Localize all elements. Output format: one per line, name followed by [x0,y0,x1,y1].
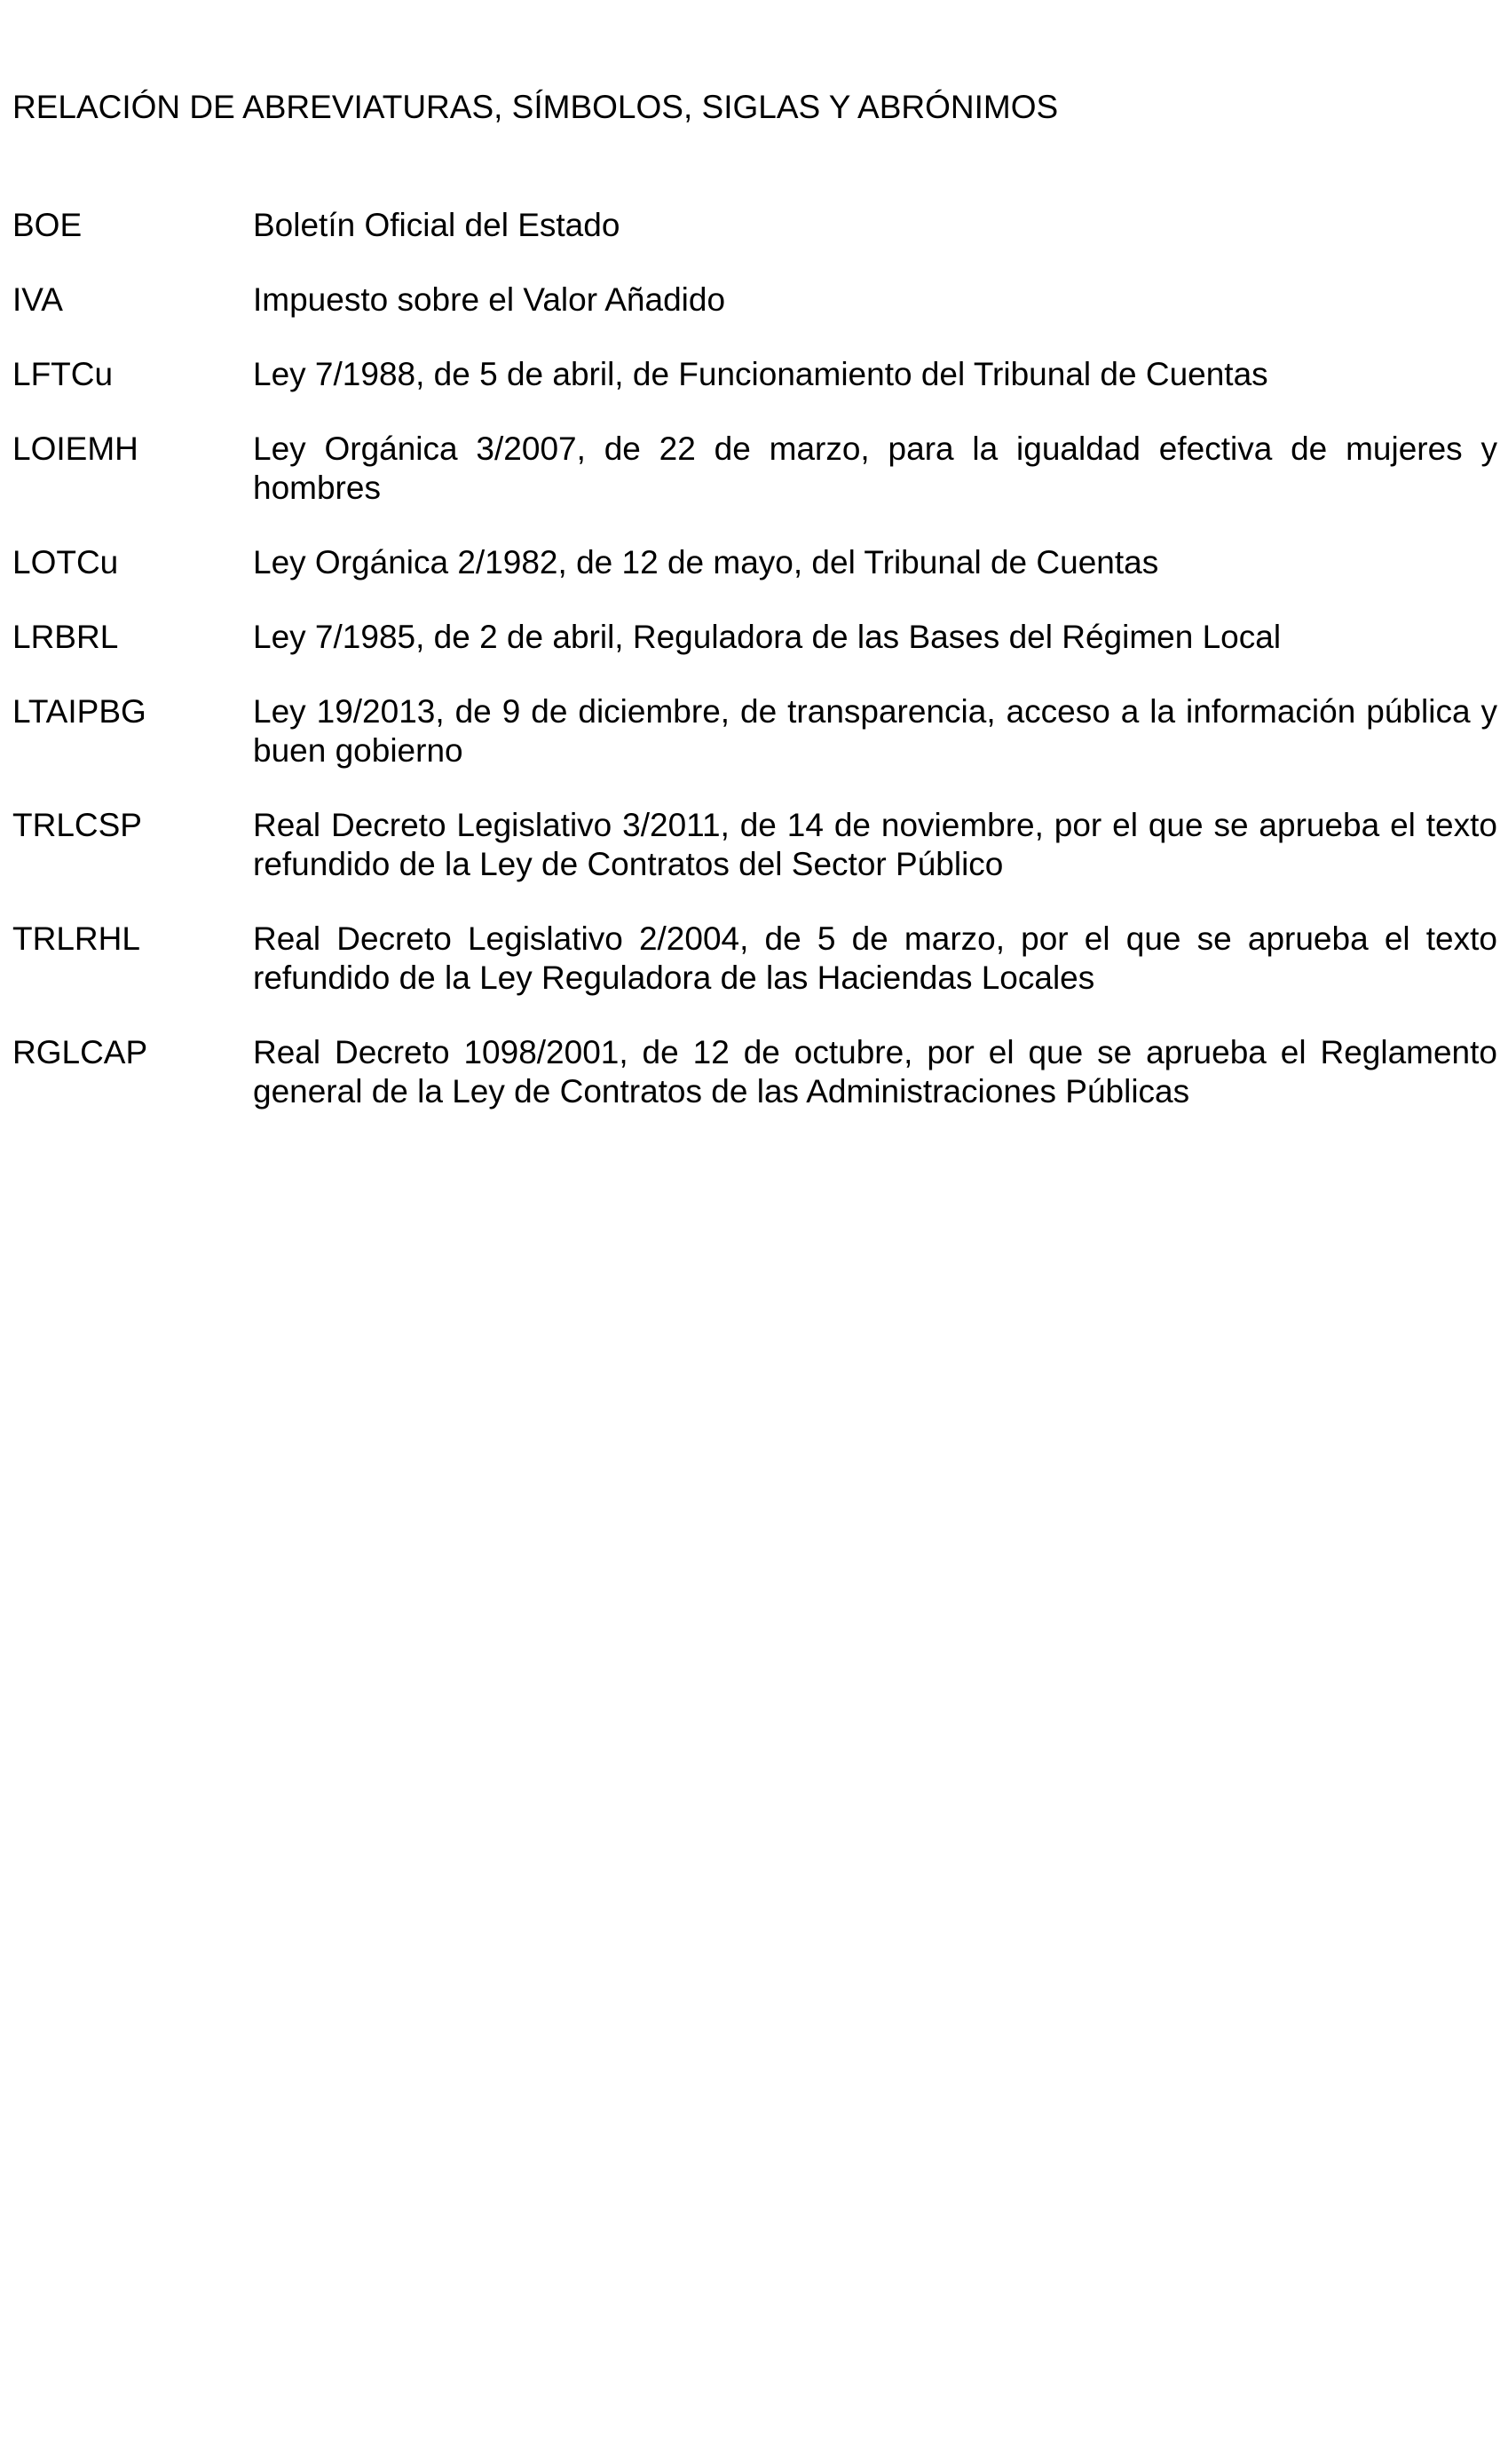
list-item [12,206,1497,245]
abbreviation: TRLCSP [12,807,142,843]
abbreviation-list [12,206,1497,1147]
abbreviation: LFTCu [12,356,114,392]
list-item [12,355,1497,394]
abbreviation: LTAIPBG [12,693,146,730]
list-item [12,1033,1497,1111]
list-item [12,806,1497,884]
definition: Ley 7/1985, de 2 de abril, Reguladora de las Bases del Régimen Local [253,619,1282,655]
list-item [12,543,1497,582]
page-title: RELACIÓN DE ABREVIATURAS, SÍMBOLOS, SIGLAS Y ABRÓNIMOS [12,89,1059,125]
abbreviation: TRLRHL [12,920,140,957]
definition: Boletín Oficial del Estado [253,207,620,243]
definition: Ley 7/1988, de 5 de abril, de Funcionamiento del Tribunal de Cuentas [253,356,1268,392]
definition: Ley 19/2013, de 9 de diciembre, de transparencia, acceso a la información pública y buen gobierno [253,693,1497,769]
definition: Ley Orgánica 2/1982, de 12 de mayo, del Tribunal de Cuentas [253,544,1159,580]
definition: Real Decreto Legislativo 3/2011, de 14 de noviembre, por el que se aprueba el texto refundido de la Ley de Contratos del Sector Público [253,807,1497,882]
abbreviation: RGLCAP [12,1034,148,1070]
list-item [12,430,1497,508]
abbreviation: IVA [12,281,63,318]
definition: Impuesto sobre el Valor Añadido [253,281,726,318]
definition: Ley Orgánica 3/2007, de 22 de marzo, para la igualdad efectiva de mujeres y hombres [253,430,1497,506]
list-item [12,618,1497,657]
abbreviation: LOTCu [12,544,119,580]
definition: Real Decreto Legislativo 2/2004, de 5 de marzo, por el que se aprueba el texto refundido de la Ley Reguladora de las Haciendas Locales [253,920,1497,996]
abbreviation: LOIEMH [12,430,138,467]
list-item [12,920,1497,998]
abbreviation: BOE [12,207,83,243]
definition: Real Decreto 1098/2001, de 12 de octubre, por el que se aprueba el Reglamento general de la Ley de Contratos de las Administraciones Públicas [253,1034,1497,1110]
abbreviation: LRBRL [12,619,119,655]
list-item [12,280,1497,320]
list-item [12,692,1497,770]
